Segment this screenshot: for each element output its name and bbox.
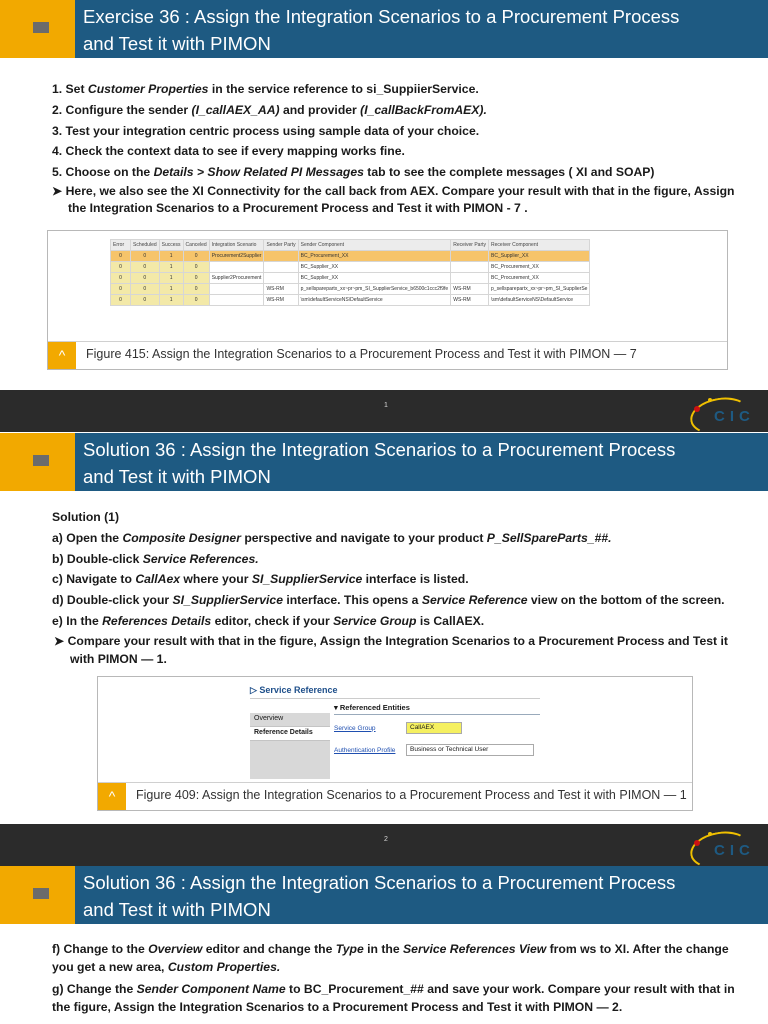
table-cell: BC_Procurement_XX [489, 262, 590, 273]
solution-banner-2 [0, 866, 768, 924]
table-row[interactable] [111, 251, 590, 262]
sr-main-panel [334, 703, 540, 759]
table-cell: 0 [183, 262, 209, 273]
table-cell [451, 273, 489, 284]
table-cell: 1 [159, 273, 183, 284]
chevron-up-icon[interactable]: ^ [48, 342, 76, 369]
logo-text: CIC [714, 842, 755, 859]
banner-square-icon [33, 22, 49, 33]
table-cell: 0 [183, 284, 209, 295]
table-cell [264, 273, 298, 284]
page-number: 2 [384, 836, 388, 843]
banner-tab [0, 866, 75, 924]
solution-title [75, 866, 768, 924]
step-5: 5. Choose on the Details > Show Related PI Messages tab to see the complete messages ( XI and SOAP) [52, 165, 655, 180]
service-group-field[interactable]: CallAEX [406, 722, 462, 734]
table-cell: WS-RM [264, 284, 298, 295]
cic-logo [686, 830, 766, 862]
service-reference-view [250, 685, 540, 779]
table-cell: Supplier2Procurement [209, 273, 264, 284]
table-cell: 0 [111, 273, 131, 284]
banner-square-icon [33, 455, 49, 466]
step-e: e) In the References Details editor, check if your Service Group is CallAEX. [52, 613, 485, 628]
figure-409 [97, 676, 693, 811]
table-cell [209, 262, 264, 273]
auth-profile-link[interactable]: Authentication Profile [334, 746, 396, 754]
chevron-up-icon[interactable]: ^ [98, 783, 126, 810]
table-cell: 1 [159, 251, 183, 262]
table-cell: BC_Supplier_XX [298, 262, 451, 273]
table-cell [264, 251, 298, 262]
table-cell: 0 [111, 262, 131, 273]
table-cell: 0 [111, 295, 131, 306]
sr-tab-overview[interactable]: Overview [250, 713, 330, 727]
solution-steps [52, 507, 752, 668]
table-cell: 0 [131, 284, 160, 295]
table-cell: p_sellsparepartx_xx~pr~pm_SI_SupplierSe [489, 284, 590, 295]
table-header-cell[interactable]: Receiver Component [489, 240, 590, 251]
table-cell: BC_Procurement_XX [298, 251, 451, 262]
caption-text: Figure 415: Assign the Integration Scenarios to a Procurement Process and Test it with PIMON — 7 [86, 347, 637, 361]
step-1: 1. Set Customer Properties in the service reference to si_SuppiierService. [52, 82, 479, 96]
step-bullet: ➤ Compare your result with that in the figure, Assign the Integration Scenarios to a Procurement Process and Test it with PIMON — 1. [54, 633, 728, 666]
solution-banner-1 [0, 433, 768, 491]
title-line-1: Exercise 36 : Assign the Integration Scenarios to a Procurement Process [83, 6, 680, 27]
sr-tab-reference-details[interactable]: Reference Details [250, 727, 330, 741]
table-cell: 0 [131, 273, 160, 284]
page-number: 1 [384, 402, 388, 409]
table-cell: Procurement2Supplier [209, 251, 264, 262]
step-2: 2. Configure the sender (I_callAEX_AA) and provider (I_callBackFromAEX). [52, 102, 487, 117]
table-cell: 0 [111, 284, 131, 295]
service-group-row [334, 719, 540, 737]
table-cell: 0 [183, 251, 209, 262]
table-cell: 0 [131, 262, 160, 273]
figure-415 [47, 230, 728, 370]
table-cell: 0 [183, 273, 209, 284]
table-cell: WS-RM [264, 295, 298, 306]
step-b: b) Double-click Service References. [52, 551, 259, 566]
table-cell: 0 [131, 295, 160, 306]
sr-sidebar [250, 713, 330, 779]
table-cell [209, 295, 264, 306]
figure-409-caption [98, 782, 692, 810]
exercise-banner [0, 0, 768, 58]
table-cell: BC_Supplier_XX [298, 273, 451, 284]
service-group-link[interactable]: Service Group [334, 724, 376, 732]
table-header-cell[interactable]: Sender Component [298, 240, 451, 251]
table-cell: WS-RM [451, 284, 489, 295]
table-cell: 0 [131, 251, 160, 262]
title-line-2: and Test it with PIMON [83, 899, 271, 920]
step-d: d) Double-click your SI_SupplierService interface. This opens a Service Reference view on the bottom of the screen. [52, 593, 725, 608]
title-line-1: Solution 36 : Assign the Integration Scenarios to a Procurement Process [83, 872, 676, 893]
table-header-cell[interactable]: Canceled [183, 240, 209, 251]
table-cell: BC_Procurement_XX [489, 273, 590, 284]
table-cell: BC_Supplier_XX [489, 251, 590, 262]
service-reference-header: ▷ Service Reference [250, 685, 540, 699]
title-line-2: and Test it with PIMON [83, 466, 271, 487]
table-cell: \sm\defaultServiceNS\DefaultService [489, 295, 590, 306]
table-header-cell[interactable]: Scheduled [131, 240, 160, 251]
step-f: f) Change to the Overview editor and change the Type in the Service References View from ws to XI. After the change you get a new area, Custom Properties. [52, 942, 729, 974]
cic-logo [686, 396, 766, 428]
step-c: c) Navigate to CallAex where your SI_SupplierService interface is listed. [52, 572, 469, 587]
table-cell: 1 [159, 284, 183, 295]
table-header-cell[interactable]: Success [159, 240, 183, 251]
page-footer-2 [0, 824, 768, 866]
solution-heading: Solution (1) [52, 510, 120, 524]
page-footer-1 [0, 390, 768, 432]
table-cell [451, 262, 489, 273]
table-header-cell[interactable]: Integration Scenario [209, 240, 264, 251]
table-cell [451, 251, 489, 262]
table-cell [264, 262, 298, 273]
logo-text: CIC [714, 408, 755, 425]
table-row[interactable] [111, 262, 590, 273]
table-row[interactable] [111, 284, 590, 295]
title-line-2: and Test it with PIMON [83, 33, 271, 54]
title-line-1: Solution 36 : Assign the Integration Scenarios to a Procurement Process [83, 439, 676, 460]
caption-text: Figure 409: Assign the Integration Scenarios to a Procurement Process and Test it with PIMON — 1 [136, 788, 687, 802]
table-cell: 1 [159, 295, 183, 306]
step-g: g) Change the Sender Component Name to BC_Procurement_## and save your work. Compare your result with that in the figure, Assign the Integration Scenarios to a Procurement Process and Test it with PIMON — 2. [52, 982, 735, 1014]
table-header-cell[interactable]: Receiver Party [451, 240, 489, 251]
pimon-table [110, 239, 590, 306]
table-cell: p_sellsparepartx_xx~pr~pm_SI_SupplierService_b6500c1ccc2f9fe [298, 284, 451, 295]
referenced-entities-section[interactable]: ▾ Referenced Entities [334, 703, 540, 715]
table-cell: 0 [111, 251, 131, 262]
table-cell: 0 [183, 295, 209, 306]
table-header-cell[interactable]: Sender Party [264, 240, 298, 251]
banner-square-icon [33, 888, 49, 899]
figure-415-caption [48, 341, 727, 369]
solution-title [75, 433, 768, 491]
auth-profile-row [334, 741, 540, 759]
solution-steps-2 [52, 940, 752, 1016]
banner-tab [0, 0, 75, 58]
table-row[interactable] [111, 295, 590, 306]
table-row[interactable] [111, 273, 590, 284]
table-cell: WS-RM [451, 295, 489, 306]
banner-tab [0, 433, 75, 491]
auth-profile-field[interactable]: Business or Technical User [406, 744, 534, 756]
table-cell [209, 284, 264, 295]
step-bullet: ➤ Here, we also see the XI Connectivity for the call back from AEX. Compare your result with that in the figure, Assign the Integration Scenarios to a Procurement Process and Test it with PIMON - 7 . [52, 183, 735, 215]
exercise-title [75, 0, 768, 58]
step-3: 3. Test your integration centric process using sample data of your choice. [52, 123, 480, 138]
table-cell: 1 [159, 262, 183, 273]
table-header-cell[interactable]: Error [111, 240, 131, 251]
exercise-steps [52, 79, 752, 217]
step-a: a) Open the Composite Designer perspective and navigate to your product P_SellSpareParts_##. [52, 530, 612, 545]
table-cell: \sm\defaultServiceNS\DefaultService [298, 295, 451, 306]
step-4: 4. Check the context data to see if every mapping works fine. [52, 144, 405, 159]
